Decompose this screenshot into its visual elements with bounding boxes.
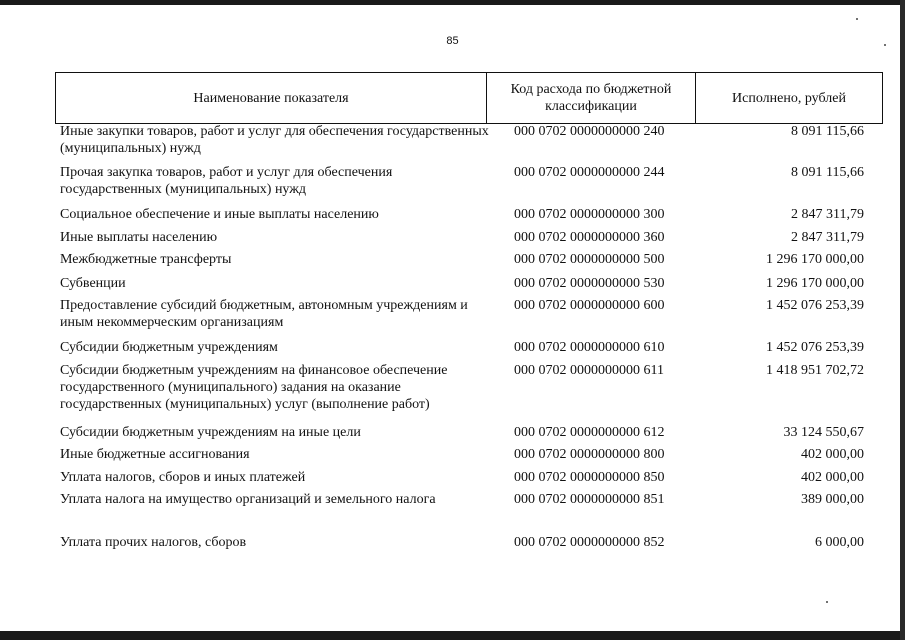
row-code: 000 0702 0000000000 240 [514,124,665,139]
row-code: 000 0702 0000000000 852 [514,535,665,550]
row-name: Субсидии бюджетным учреждениям [60,340,278,355]
row-code: 000 0702 0000000000 530 [514,276,665,291]
row-amount: 402 000,00 [801,447,864,462]
row-code: 000 0702 0000000000 360 [514,230,665,245]
row-amount: 33 124 550,67 [783,425,864,440]
row-code: 000 0702 0000000000 612 [514,425,665,440]
row-name: Уплата налога на имущество организаций и земельного налога [60,492,436,507]
row-code: 000 0702 0000000000 300 [514,207,665,222]
row-code: 000 0702 0000000000 610 [514,340,665,355]
row-amount: 1 296 170 000,00 [766,276,864,291]
page-number: 85 [446,35,459,47]
row-name: Субвенции [60,276,126,291]
row-name: Уплата прочих налогов, сборов [60,535,247,550]
row-amount: 2 847 311,79 [791,207,864,222]
table-header [55,72,883,124]
row-name: Предоставление субсидий бюджетным, автономным учреждениям и иным некоммерческим организациям [60,298,468,330]
row-amount: 1 452 076 253,39 [766,340,864,355]
row-code: 000 0702 0000000000 850 [514,470,665,485]
row-code: 000 0702 0000000000 851 [514,492,665,507]
row-amount: 8 091 115,66 [791,124,864,139]
scan-speck [856,18,858,20]
row-name: Уплата налогов, сборов и иных платежей [60,470,306,485]
row-name: Иные выплаты населению [60,230,218,245]
row-code: 000 0702 0000000000 500 [514,252,665,267]
row-name: Прочая закупка товаров, работ и услуг для обеспечения государственных (муниципальных) нужд [60,165,393,197]
row-code: 000 0702 0000000000 600 [514,298,665,313]
row-amount: 1 452 076 253,39 [766,298,864,313]
row-code: 000 0702 0000000000 244 [514,165,665,180]
row-code: 000 0702 0000000000 611 [514,363,664,378]
scan-border-bottom [0,631,905,640]
row-name: Субсидии бюджетным учреждениям на финансовое обеспечение государственного (муниципального) задания на оказание государственных (муниципальных) услуг (выполнение работ) [60,363,448,412]
column-header-code: Код расхода по бюджетной классификации [486,73,695,123]
column-header-amount: Исполнено, рублей [695,73,882,123]
row-amount: 389 000,00 [801,492,864,507]
scan-border-right [900,0,905,640]
row-amount: 6 000,00 [815,535,864,550]
row-amount: 402 000,00 [801,470,864,485]
row-amount: 1 418 951 702,72 [766,363,864,378]
row-name: Иные бюджетные ассигнования [60,447,250,462]
row-code: 000 0702 0000000000 800 [514,447,665,462]
row-name: Субсидии бюджетным учреждениям на иные цели [60,425,361,440]
row-amount: 8 091 115,66 [791,165,864,180]
row-amount: 2 847 311,79 [791,230,864,245]
scan-border-top [0,0,905,5]
column-header-name: Наименование показателя [193,90,349,106]
row-amount: 1 296 170 000,00 [766,252,864,267]
row-name: Социальное обеспечение и иные выплаты населению [60,207,379,222]
scan-speck [826,601,828,603]
row-name: Межбюджетные трансферты [60,252,232,267]
row-name: Иные закупки товаров, работ и услуг для обеспечения государственных (муниципальных) нужд [60,124,489,156]
